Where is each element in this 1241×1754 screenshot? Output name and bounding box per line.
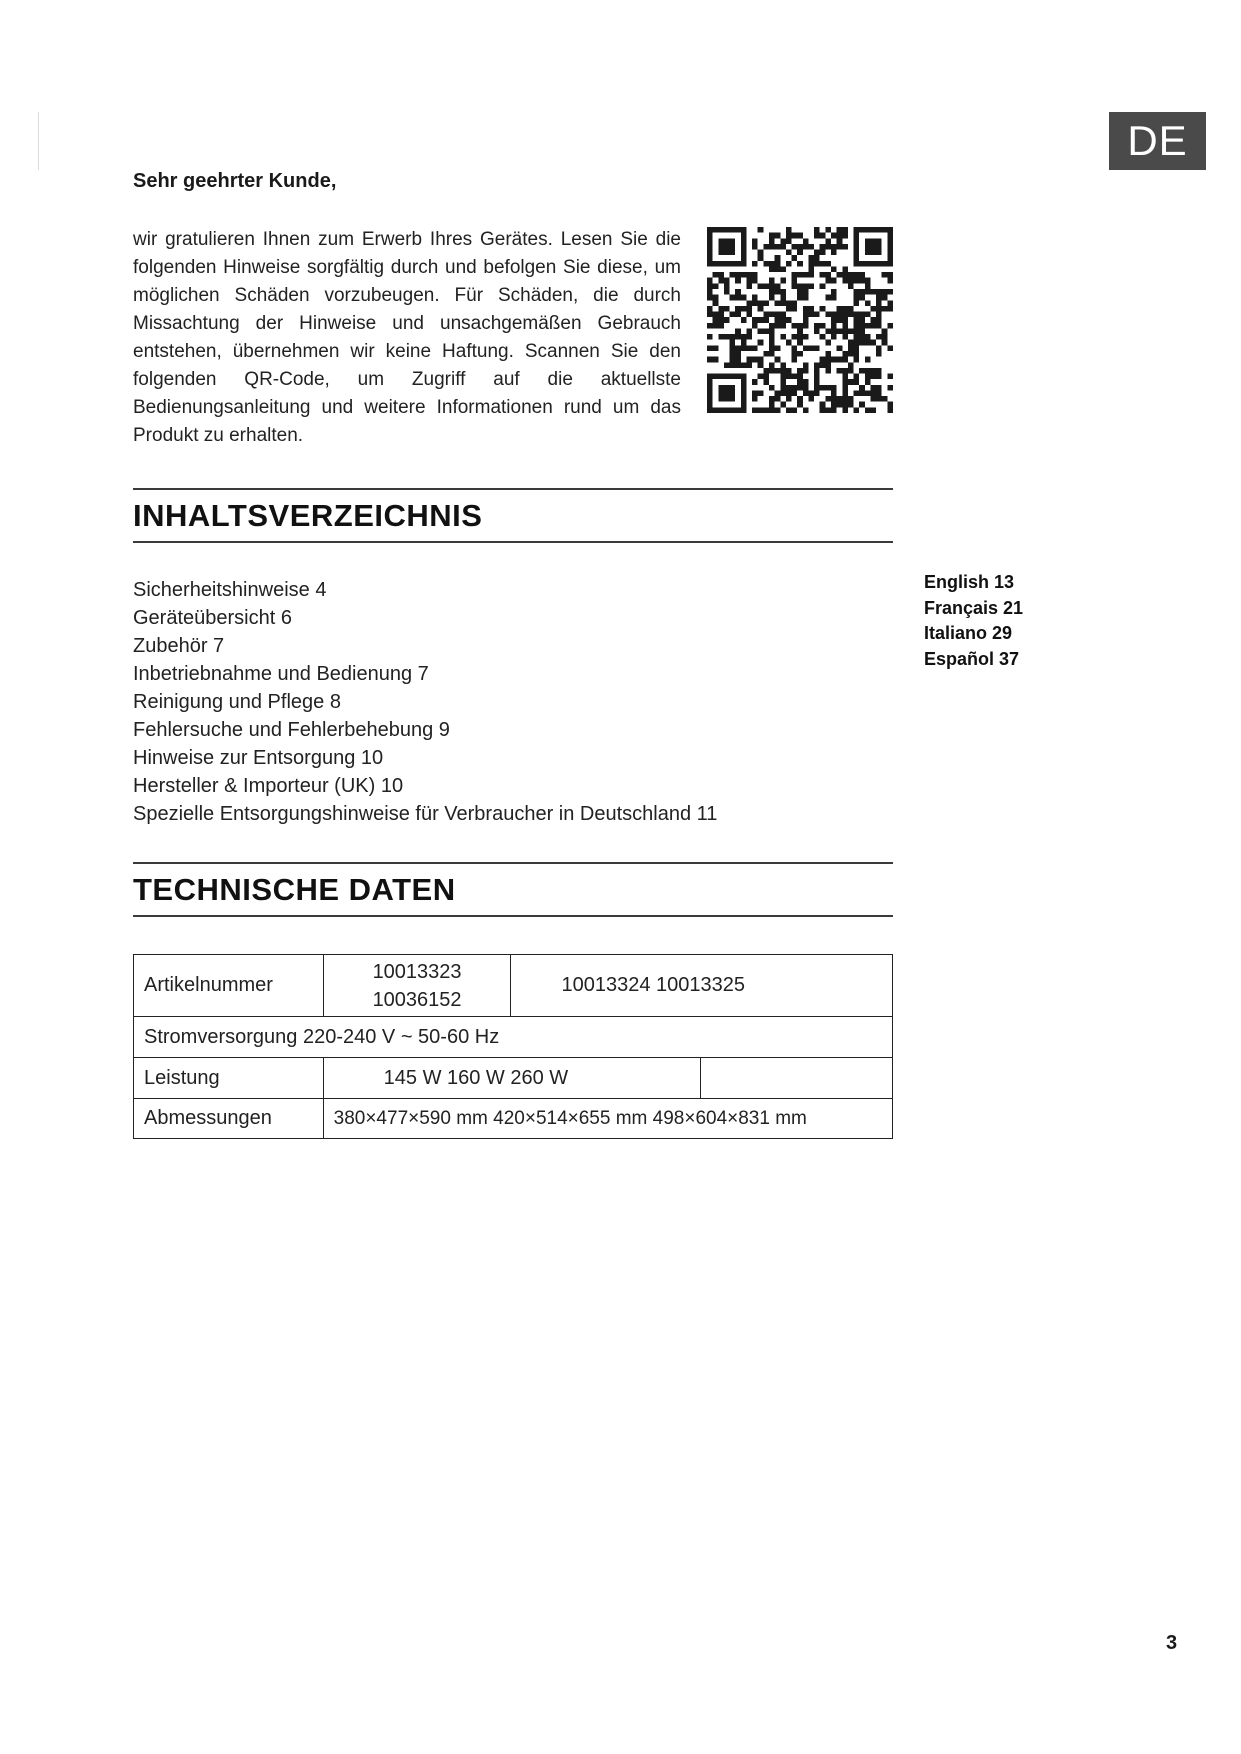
spec-value: 220-240 V ~ 50-60 Hz bbox=[302, 1025, 500, 1048]
spec-table bbox=[133, 954, 893, 1139]
language-link[interactable]: Français 21 bbox=[924, 597, 1024, 618]
spec-value bbox=[323, 955, 511, 1017]
toc-item[interactable]: Sicherheitshinweise 4 bbox=[133, 579, 327, 601]
greeting: Sehr geehrter Kunde, bbox=[133, 170, 337, 192]
toc-item[interactable]: Zubehör 7 bbox=[133, 635, 225, 657]
spec-label: Artikelnummer bbox=[134, 955, 324, 1017]
tech-heading: TECHNISCHE DATEN bbox=[133, 872, 456, 907]
page-number: 3 bbox=[1166, 1632, 1178, 1654]
language-link[interactable]: English 13 bbox=[924, 572, 1015, 592]
toc-item[interactable]: Reinigung und Pflege 8 bbox=[133, 691, 341, 713]
toc-top-rule bbox=[133, 488, 893, 490]
spec-value: 380×477×590 mm 420×514×655 mm 498×604×831 mm bbox=[323, 1099, 892, 1139]
toc-item[interactable]: Fehlersuche und Fehlerbehebung 9 bbox=[133, 719, 450, 741]
language-tab: DE bbox=[1109, 112, 1206, 170]
toc-item[interactable]: Hersteller & Importeur (UK) 10 bbox=[133, 775, 404, 797]
tech-bottom-rule bbox=[133, 915, 893, 917]
qr-code bbox=[707, 227, 893, 413]
table-row bbox=[134, 1017, 893, 1058]
other-languages bbox=[924, 570, 1023, 672]
language-link[interactable]: Italiano 29 bbox=[924, 623, 1013, 643]
intro-paragraph: wir gratulieren Ihnen zum Erwerb Ihres Gerätes. Lesen Sie die folgenden Hinweise sorgfältig durch und befolgen Sie diese, um möglichen Schäden vorzubeugen. Für Schäden, die durch Missachtung der Hinweise und unsachgemäßen Gebrauch entstehen, übernehmen wir keine Haftung. Scannen Sie den folgenden QR-Code, um Zugriff auf die aktuellste Bedienungsanleitung und weitere Informationen rund um das Produkt zu erhalten. bbox=[133, 229, 681, 446]
spec-value: 10013324 10013325 bbox=[511, 955, 893, 1017]
tech-top-rule bbox=[133, 862, 893, 864]
spec-label: Leistung bbox=[134, 1058, 324, 1099]
spec-value-line: 10013323 bbox=[372, 960, 462, 983]
spec-empty-cell bbox=[701, 1058, 893, 1099]
toc-item[interactable]: Geräteübersicht 6 bbox=[133, 607, 292, 629]
table-row bbox=[134, 955, 893, 1017]
language-link[interactable]: Español 37 bbox=[924, 648, 1020, 669]
toc-bottom-rule bbox=[133, 541, 893, 543]
margin-rule bbox=[38, 112, 39, 170]
table-row bbox=[134, 1058, 893, 1099]
spec-label: Abmessungen bbox=[134, 1099, 324, 1139]
toc-list bbox=[133, 576, 717, 828]
toc-item[interactable]: Hinweise zur Entsorgung 10 bbox=[133, 747, 384, 769]
spec-label: Stromversorgung bbox=[144, 1025, 298, 1048]
spec-value-line: 10036152 bbox=[372, 988, 462, 1011]
table-row bbox=[134, 1099, 893, 1139]
spec-row-text bbox=[134, 1017, 893, 1058]
toc-item[interactable]: Inbetriebnahme und Bedienung 7 bbox=[133, 663, 429, 685]
spec-value: 145 W 160 W 260 W bbox=[323, 1058, 701, 1099]
toc-heading: INHALTSVERZEICHNIS bbox=[133, 498, 483, 533]
toc-item[interactable]: Spezielle Entsorgungshinweise für Verbraucher in Deutschland 11 bbox=[133, 803, 718, 825]
